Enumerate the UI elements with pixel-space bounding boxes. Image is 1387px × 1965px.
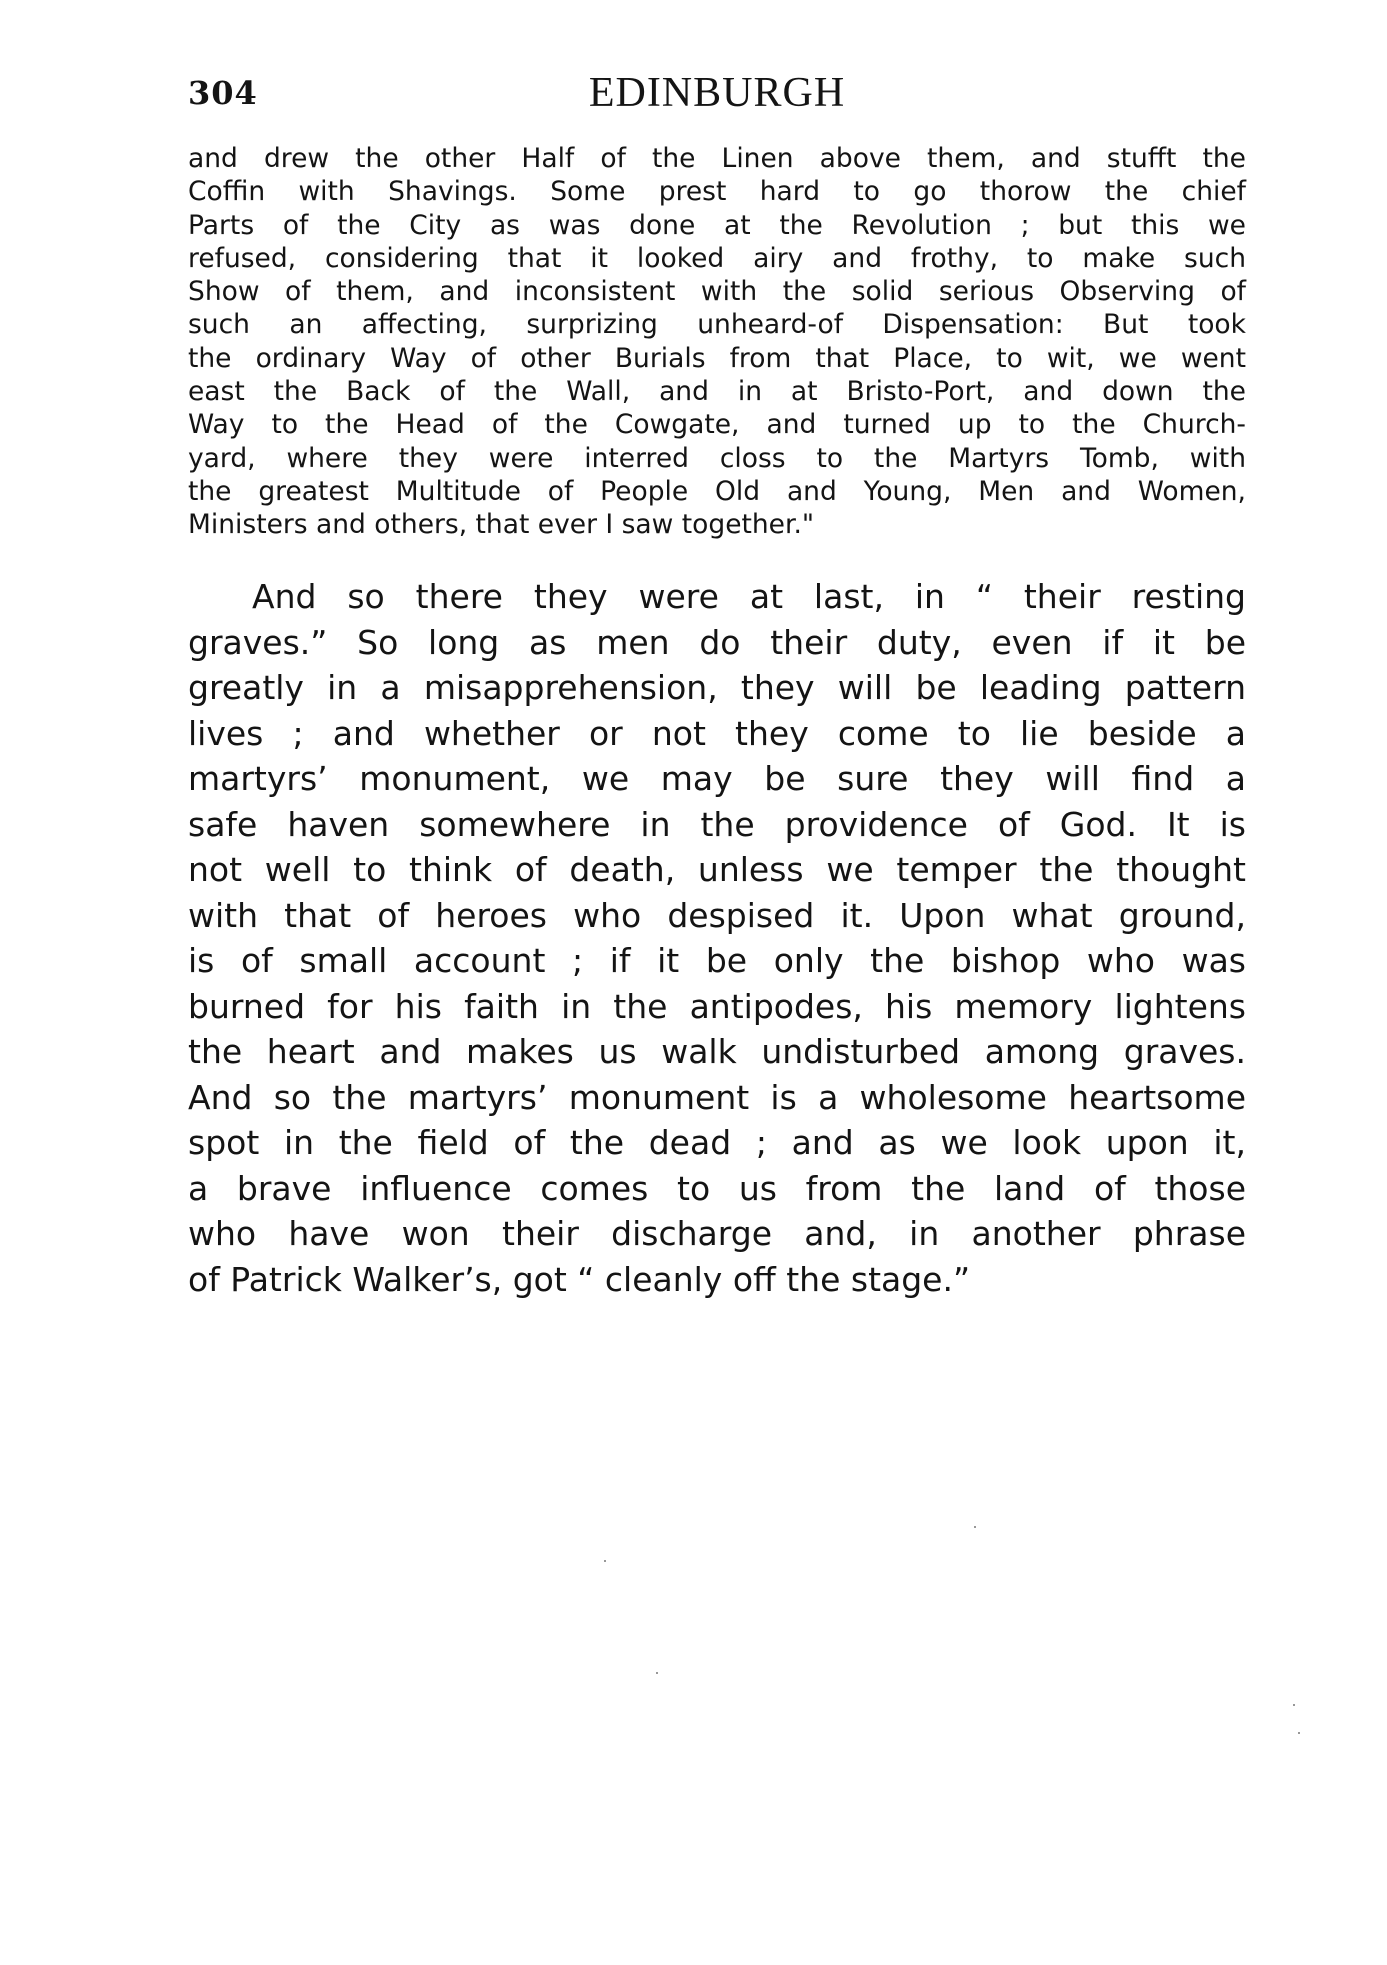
quote-line: refused, considering that it looked airy and frothy, to make such <box>188 242 1246 274</box>
body-line: And so the martyrs’ monument is a wholesome heartsome <box>188 1077 1246 1117</box>
quote-line: Coffin with Shavings. Some prest hard to go thorow the chief <box>188 176 1246 208</box>
body-line: spot in the field of the dead ; and as we look upon it, <box>188 1123 1246 1162</box>
body-line: burned for his faith in the antipodes, his memory lightens <box>188 986 1246 1026</box>
body-line: graves.” So long as men do their duty, even if it be <box>188 622 1246 662</box>
body-line: not well to think of death, unless we temper the thought <box>188 850 1246 889</box>
quote-line: such an affecting, surprizing unheard-of Dispensation: But took <box>188 309 1246 341</box>
quote-line: Ministers and others, that ever I saw together." <box>188 509 815 541</box>
body-line: And so there they were at last, in “ their resting <box>252 577 1246 616</box>
body-line: safe haven somewhere in the providence of God. It is <box>188 804 1246 844</box>
body-line: martyrs’ monument, we may be sure they will find a <box>188 759 1246 798</box>
page-number: 304 <box>188 74 258 112</box>
quote-line: Parts of the City as was done at the Revolution ; but this we <box>188 209 1246 241</box>
paper-speck <box>974 1526 976 1528</box>
quote-line: the ordinary Way of other Burials from that Place, to wit, we went <box>188 342 1246 374</box>
quote-line: yard, where they were interred closs to the Martyrs Tomb, with <box>188 442 1246 474</box>
body-paragraph <box>188 574 1246 1302</box>
paper-speck <box>656 1672 658 1674</box>
body-line: greatly in a misapprehension, they will be leading pattern <box>188 668 1246 707</box>
running-title: EDINBURGH <box>588 70 846 116</box>
body-line: lives ; and whether or not they come to lie beside a <box>188 713 1246 753</box>
paper-speck <box>604 1560 606 1562</box>
page-header <box>188 68 1246 118</box>
body-line: who have won their discharge and, in another phrase <box>188 1214 1246 1253</box>
quote-line: Show of them, and inconsistent with the solid serious Observing of <box>188 276 1246 308</box>
body-line: a brave influence comes to us from the land of those <box>188 1168 1246 1208</box>
body-line: is of small account ; if it be only the bishop who was <box>188 941 1246 980</box>
paper-speck <box>1298 1732 1300 1734</box>
body-line: the heart and makes us walk undisturbed among graves. <box>188 1032 1246 1071</box>
paper-speck <box>1293 1704 1295 1706</box>
quote-line: east the Back of the Wall, and in at Bristo-Port, and down the <box>188 376 1246 408</box>
quote-line: and drew the other Half of the Linen above them, and stufft the <box>188 143 1246 174</box>
quote-line: Way to the Head of the Cowgate, and turned up to the Church- <box>188 409 1246 441</box>
body-line: with that of heroes who despised it. Upon what ground, <box>188 895 1246 935</box>
quote-line: the greatest Multitude of People Old and Young, Men and Women, <box>188 475 1246 507</box>
body-line: of Patrick Walker’s, got “ cleanly off the stage.” <box>188 1259 971 1299</box>
quoted-passage <box>188 142 1246 542</box>
